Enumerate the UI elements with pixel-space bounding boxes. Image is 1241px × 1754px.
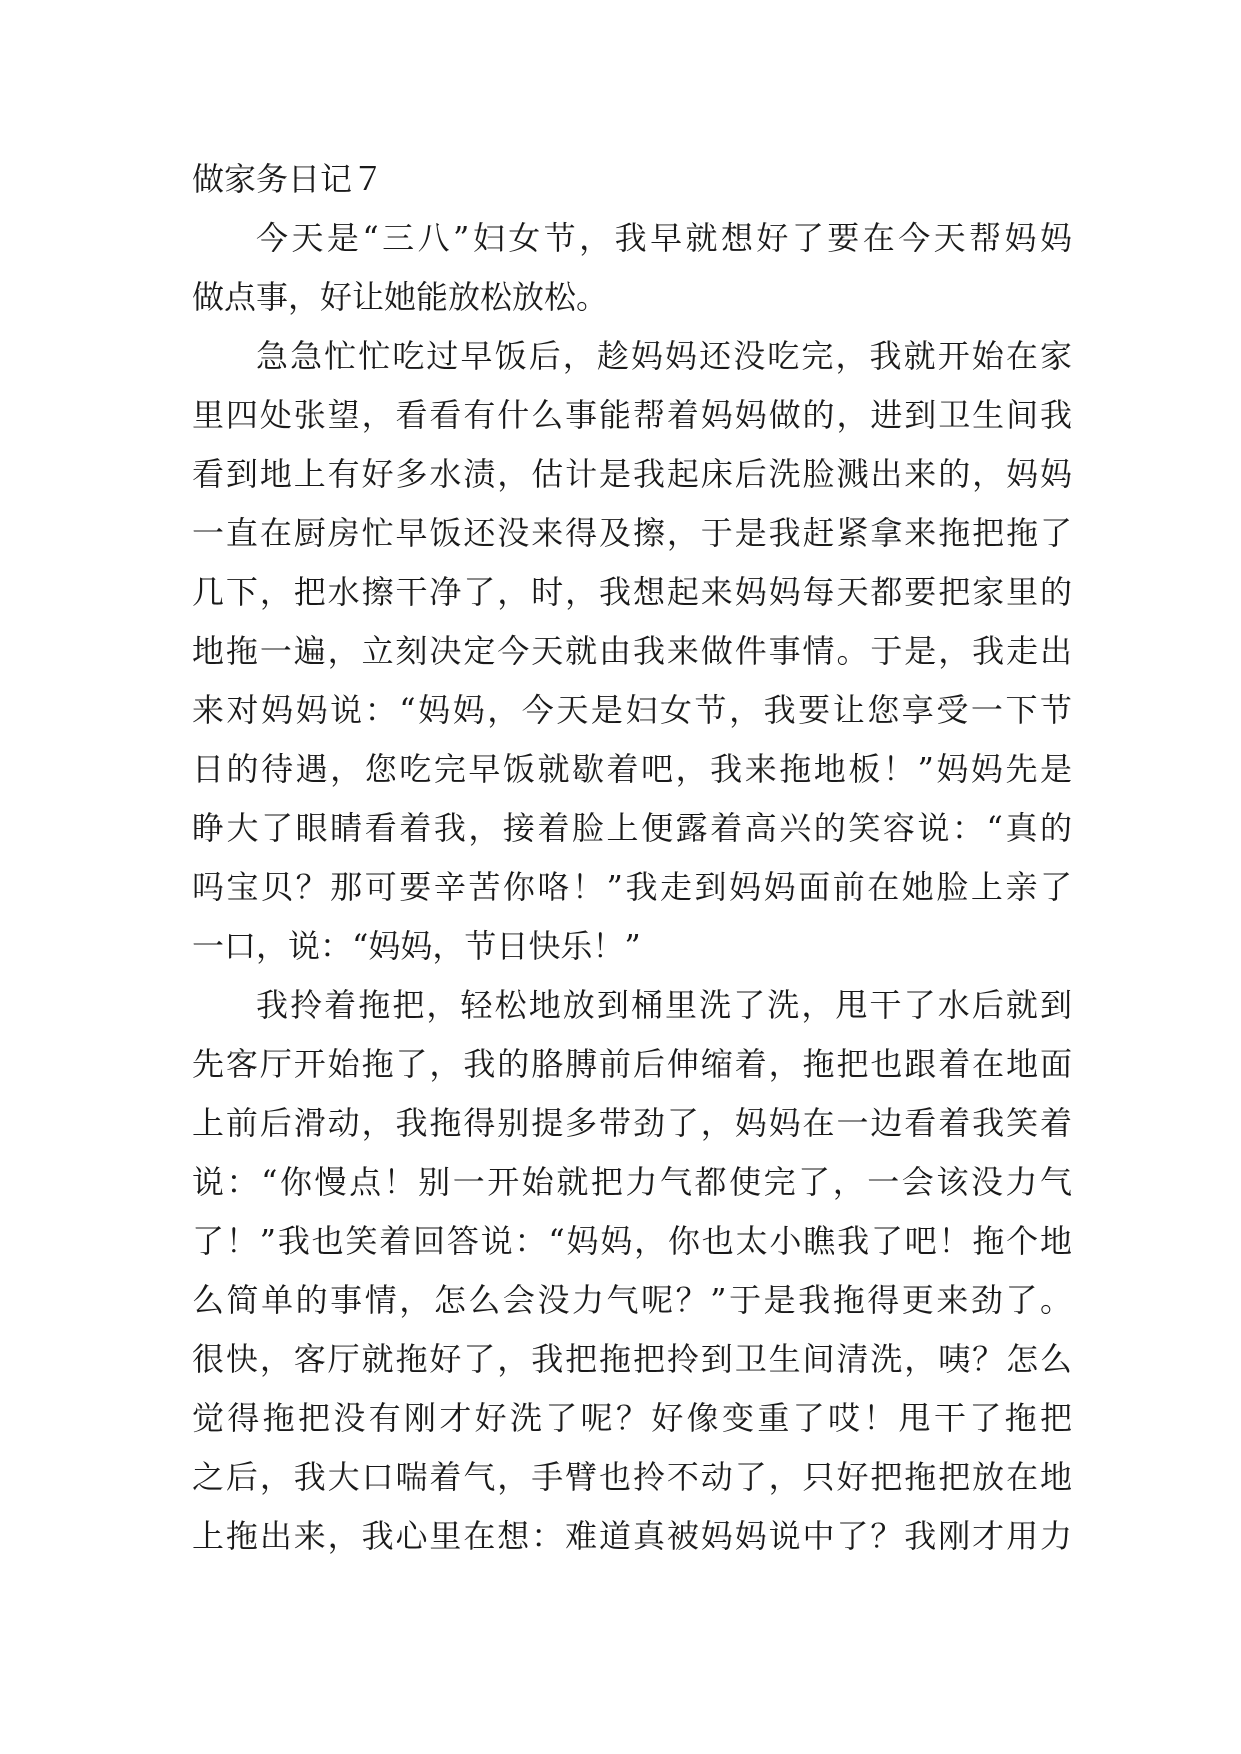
text-line: 做点事，好让她能放松放松。 bbox=[192, 278, 609, 316]
text-line: 日的待遇，您吃完早饭就歇着吧，我来拖地板！”妈妈先是 bbox=[192, 750, 1072, 788]
text-line: 先客厅开始拖了，我的胳膊前后伸缩着，拖把也跟着在地面 bbox=[192, 1045, 1072, 1083]
text-line: 吗宝贝？那可要辛苦你咯！”我走到妈妈面前在她脸上亲了 bbox=[192, 868, 1072, 906]
text-line: 上拖出来，我心里在想：难道真被妈妈说中了？我刚才用力 bbox=[192, 1517, 1072, 1555]
text-line: 来对妈妈说：“妈妈，今天是妇女节，我要让您享受一下节 bbox=[192, 691, 1072, 729]
text-line: 急急忙忙吃过早饭后，趁妈妈还没吃完，我就开始在家 bbox=[256, 337, 1072, 375]
paragraph-1 bbox=[192, 209, 1072, 327]
text-line: 睁大了眼睛看着我，接着脸上便露着高兴的笑容说：“真的 bbox=[192, 809, 1072, 847]
text-line: 几下，把水擦干净了，时，我想起来妈妈每天都要把家里的 bbox=[192, 573, 1072, 611]
text-line: 上前后滑动，我拖得别提多带劲了，妈妈在一边看着我笑着 bbox=[192, 1104, 1072, 1142]
text-line: 今天是“三八”妇女节，我早就想好了要在今天帮妈妈 bbox=[256, 219, 1072, 257]
text-line: 里四处张望，看看有什么事能帮着妈妈做的，进到卫生间我 bbox=[192, 396, 1072, 434]
text-line: 地拖一遍，立刻决定今天就由我来做件事情。于是，我走出 bbox=[192, 632, 1072, 670]
text-line: 我拎着拖把，轻松地放到桶里洗了洗，甩干了水后就到 bbox=[256, 986, 1072, 1024]
text-line: 么简单的事情，怎么会没力气呢？”于是我拖得更来劲了。 bbox=[192, 1281, 1072, 1319]
document-title: 做家务日记７ bbox=[192, 160, 385, 198]
paragraph-2 bbox=[192, 327, 1072, 976]
paragraph-3 bbox=[192, 976, 1072, 1566]
text-line: 觉得拖把没有刚才好洗了呢？好像变重了哎！甩干了拖把 bbox=[192, 1399, 1072, 1437]
document-body bbox=[192, 150, 1072, 1566]
text-line: 了！”我也笑着回答说：“妈妈，你也太小瞧我了吧！拖个地 bbox=[192, 1222, 1072, 1260]
text-line: 一直在厨房忙早饭还没来得及擦，于是我赶紧拿来拖把拖了 bbox=[192, 514, 1072, 552]
text-line: 之后，我大口喘着气，手臂也拎不动了，只好把拖把放在地 bbox=[192, 1458, 1072, 1496]
text-line: 说：“你慢点！别一开始就把力气都使完了，一会该没力气 bbox=[192, 1163, 1072, 1201]
text-line: 一口，说：“妈妈，节日快乐！” bbox=[192, 927, 641, 965]
text-line: 很快，客厅就拖好了，我把拖把拎到卫生间清洗，咦？怎么 bbox=[192, 1340, 1072, 1378]
text-line: 看到地上有好多水渍，估计是我起床后洗脸溅出来的，妈妈 bbox=[192, 455, 1072, 493]
